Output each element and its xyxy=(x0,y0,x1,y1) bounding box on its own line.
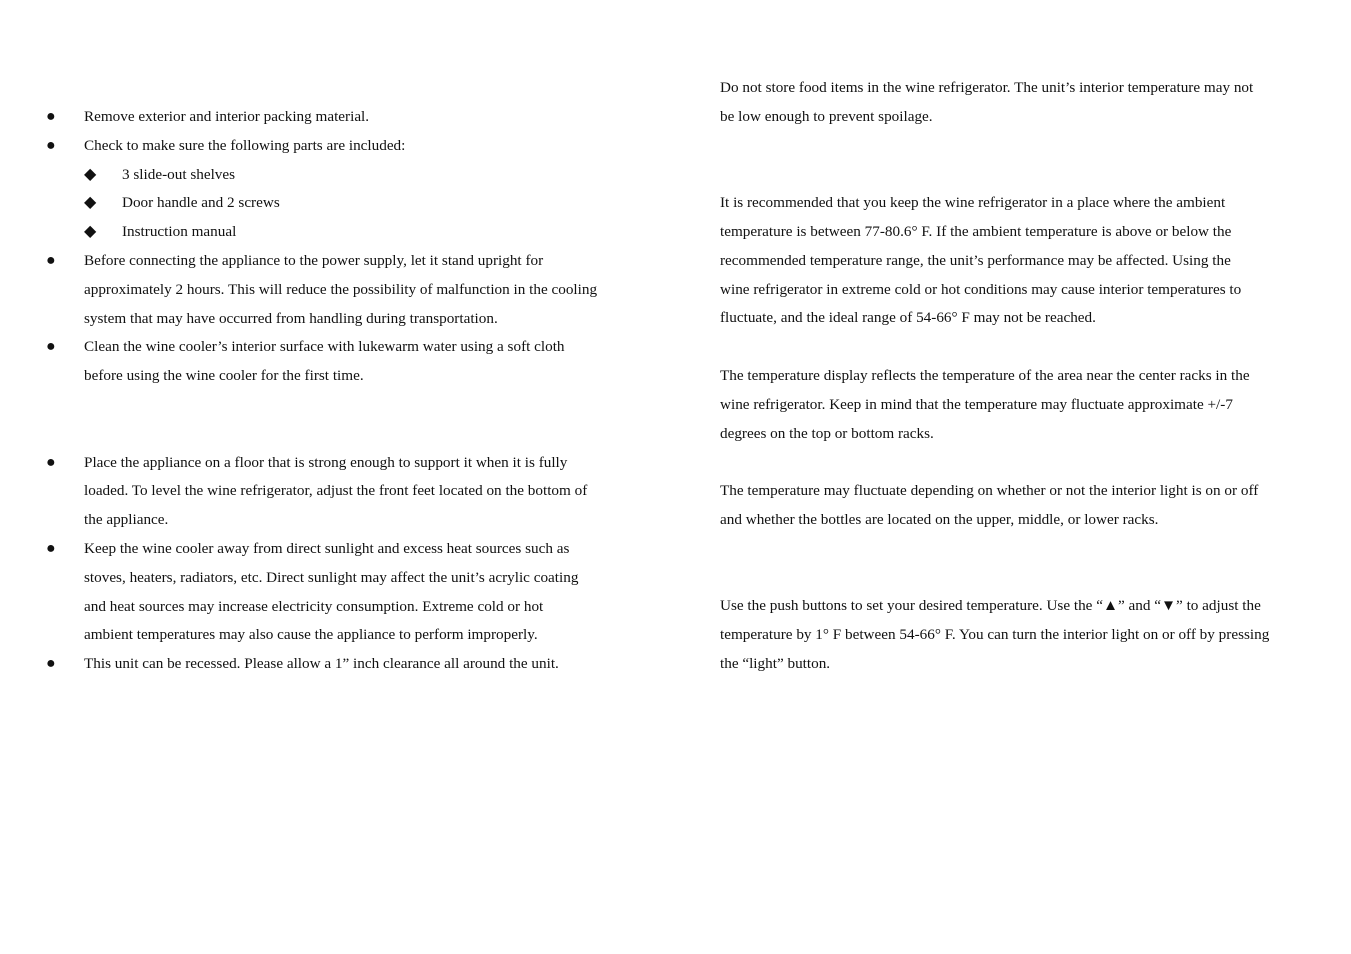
line-text: 3 slide-out shelves xyxy=(122,165,236,183)
text-line xyxy=(720,506,1320,535)
text-line xyxy=(720,362,1320,391)
bullet-icon: ● xyxy=(46,453,56,471)
line-text: Door handle and 2 screws xyxy=(122,194,280,212)
text-line xyxy=(84,477,644,506)
bullet-item xyxy=(46,449,644,535)
text-line xyxy=(720,420,1320,449)
line-text: recommended temperature range, the unit’s performance may be affected. Using the xyxy=(720,251,1231,269)
line-text: Clean the wine cooler’s interior surface with lukewarm water using a soft cloth xyxy=(84,338,565,356)
line-text: degrees on the top or bottom racks. xyxy=(720,424,934,442)
text-line xyxy=(46,333,644,362)
line-text: fluctuate, and the ideal range of 54-66° F may not be reached. xyxy=(720,309,1096,327)
line-text: and heat sources may increase electricity consumption. Extreme cold or hot xyxy=(84,597,544,615)
line-text: The temperature may fluctuate depending on whether or not the interior light is on or off xyxy=(720,482,1259,500)
text-line xyxy=(84,506,644,535)
sub-item xyxy=(84,161,644,190)
text-line xyxy=(84,362,644,391)
bullet-item xyxy=(46,333,644,391)
text-line xyxy=(720,304,1320,333)
line-text: approximately 2 hours. This will reduce the possibility of malfunction in the cooling xyxy=(84,280,598,298)
blank-line xyxy=(720,132,1320,161)
bullet-icon: ● xyxy=(46,136,56,154)
text-line xyxy=(720,189,1320,218)
text-line xyxy=(46,103,644,132)
text-line xyxy=(84,621,644,650)
text-line xyxy=(720,74,1320,103)
text-line xyxy=(720,391,1320,420)
line-text: It is recommended that you keep the wine refrigerator in a place where the ambient xyxy=(720,194,1226,212)
sub-item xyxy=(84,218,644,247)
text-line xyxy=(720,276,1320,305)
blank-line xyxy=(84,420,644,449)
line-text: loaded. To level the wine refrigerator, adjust the front feet located on the bottom of xyxy=(84,482,588,500)
paragraph xyxy=(720,74,1320,132)
paragraph xyxy=(720,362,1320,448)
text-line xyxy=(84,218,644,247)
bullet-icon: ● xyxy=(46,251,56,269)
text-line xyxy=(84,189,644,218)
text-line xyxy=(720,650,1320,679)
bullet-item xyxy=(46,247,644,333)
text-line xyxy=(46,132,644,161)
line-text: stoves, heaters, radiators, etc. Direct sunlight may affect the unit’s acrylic coating xyxy=(84,568,579,586)
line-text: Before connecting the appliance to the power supply, let it stand upright for xyxy=(84,251,544,269)
blank-line xyxy=(720,564,1320,593)
blank-line xyxy=(84,391,644,420)
bullet-item xyxy=(46,132,644,161)
sub-item xyxy=(84,189,644,218)
left-column xyxy=(46,103,644,679)
line-text: wine refrigerator in extreme cold or hot conditions may cause interior temperatures to xyxy=(720,280,1242,298)
line-text: and whether the bottles are located on the upper, middle, or lower racks. xyxy=(720,510,1159,528)
text-line xyxy=(720,247,1320,276)
blank-line xyxy=(720,535,1320,564)
line-text: Check to make sure the following parts are included: xyxy=(84,136,406,154)
bullet-icon: ● xyxy=(46,338,56,356)
paragraph xyxy=(720,592,1320,678)
line-text: Remove exterior and interior packing material. xyxy=(84,108,370,125)
line-text: be low enough to prevent spoilage. xyxy=(720,107,933,125)
text-line xyxy=(720,621,1320,650)
line-text: the “light” button. xyxy=(720,654,831,672)
text-line xyxy=(46,650,644,679)
text-line xyxy=(720,103,1320,132)
line-text: Use the push buttons to set your desired temperature. Use the “▲” and “▼” to adjust the xyxy=(720,597,1261,615)
bullet-icon: ● xyxy=(46,539,56,557)
bullet-item xyxy=(46,535,644,650)
line-text: The temperature display reflects the temperature of the area near the center racks in the xyxy=(720,366,1250,384)
text-line xyxy=(84,161,644,190)
blank-line xyxy=(720,333,1320,362)
line-text: ambient temperatures may also cause the appliance to perform improperly. xyxy=(84,626,538,644)
text-line xyxy=(720,477,1320,506)
text-line xyxy=(84,305,644,334)
diamond-bullet-icon: ◆ xyxy=(84,165,97,183)
line-text: temperature is between 77-80.6° F. If the ambient temperature is above or below the xyxy=(720,222,1232,240)
blank-line xyxy=(720,160,1320,189)
text-line xyxy=(720,218,1320,247)
text-line xyxy=(46,535,644,564)
line-text: before using the wine cooler for the first time. xyxy=(84,367,364,385)
paragraph xyxy=(720,477,1320,535)
line-text: Place the appliance on a floor that is strong enough to support it when it is fully xyxy=(84,453,568,471)
line-text: temperature by 1° F between 54-66° F. You can turn the interior light on or off by pressing xyxy=(720,626,1270,644)
bullet-item xyxy=(46,103,644,132)
bullet-icon: ● xyxy=(46,108,56,125)
blank-line xyxy=(720,448,1320,477)
text-line xyxy=(46,247,644,276)
line-text: This unit can be recessed. Please allow a 1” inch clearance all around the unit. xyxy=(84,655,559,673)
line-text: the appliance. xyxy=(84,511,169,529)
text-line xyxy=(84,564,644,593)
bullet-item xyxy=(46,650,644,679)
right-column xyxy=(720,74,1320,679)
bullet-icon: ● xyxy=(46,655,56,673)
line-text: system that may have occurred from handling during transportation. xyxy=(84,309,498,327)
line-text: Instruction manual xyxy=(122,223,237,241)
text-line xyxy=(84,593,644,622)
text-line xyxy=(84,276,644,305)
line-text: Keep the wine cooler away from direct sunlight and excess heat sources such as xyxy=(84,539,570,557)
diamond-bullet-icon: ◆ xyxy=(84,194,97,212)
text-line xyxy=(720,592,1320,621)
diamond-bullet-icon: ◆ xyxy=(84,223,97,241)
paragraph xyxy=(720,189,1320,333)
line-text: Do not store food items in the wine refrigerator. The unit’s interior temperature may not xyxy=(720,79,1254,96)
text-line xyxy=(46,449,644,478)
line-text: wine refrigerator. Keep in mind that the temperature may fluctuate approximate +/-7 xyxy=(720,395,1233,413)
